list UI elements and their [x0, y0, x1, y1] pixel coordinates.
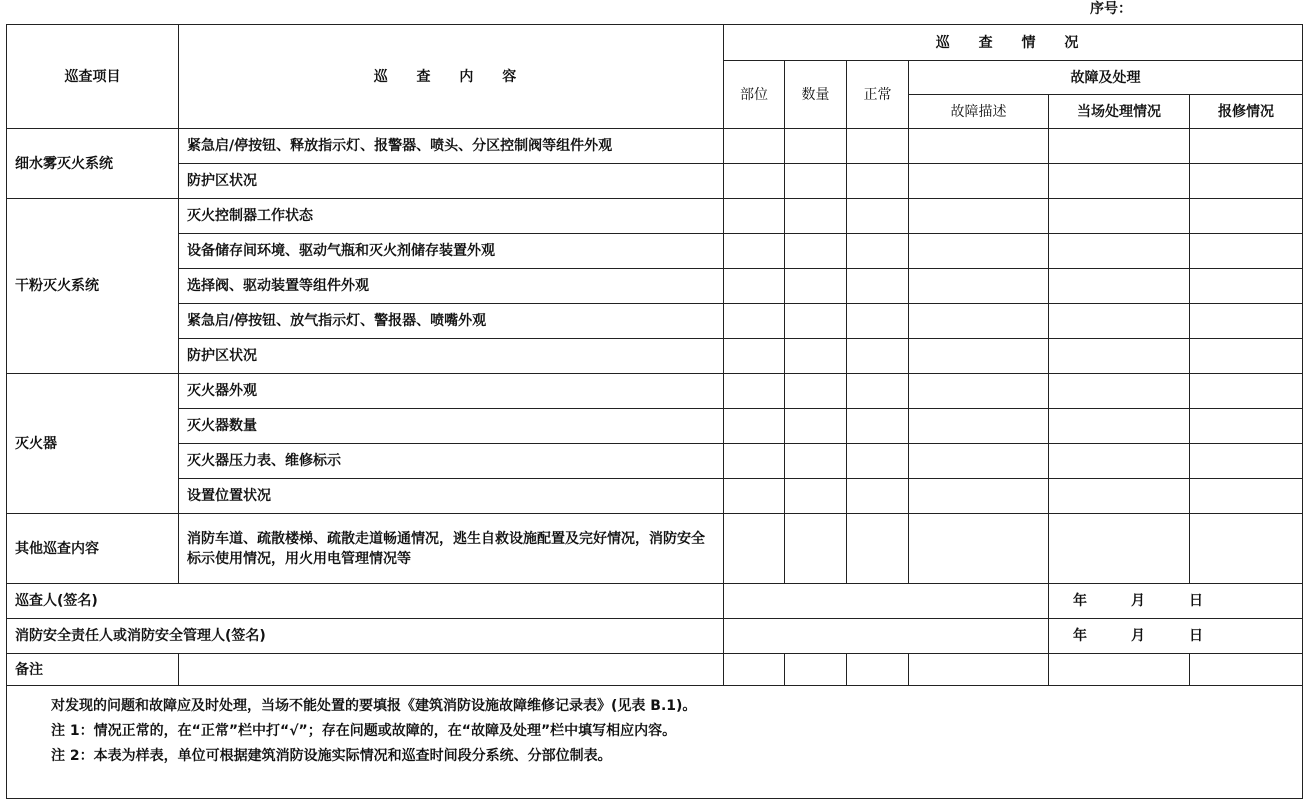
record-cell[interactable]	[1190, 129, 1303, 164]
record-cell[interactable]	[847, 444, 909, 479]
inspector-date[interactable]	[1049, 584, 1303, 619]
record-cell[interactable]	[1049, 339, 1190, 374]
record-cell[interactable]	[724, 654, 785, 686]
record-cell[interactable]	[785, 339, 847, 374]
record-cell[interactable]	[909, 199, 1049, 234]
record-cell[interactable]	[785, 129, 847, 164]
notes-row	[7, 686, 1303, 799]
record-cell[interactable]	[1190, 444, 1303, 479]
table-row	[7, 374, 1303, 409]
inspection-item: 干粉灭火系统	[7, 199, 179, 374]
record-cell[interactable]	[785, 479, 847, 514]
inspector-row	[7, 584, 1303, 619]
inspection-record-table	[6, 24, 1303, 799]
record-cell[interactable]	[847, 199, 909, 234]
inspection-item: 灭火器	[7, 374, 179, 514]
record-cell[interactable]	[785, 304, 847, 339]
record-cell[interactable]	[1190, 409, 1303, 444]
record-cell[interactable]	[909, 234, 1049, 269]
table-row	[7, 479, 1303, 514]
manager-row	[7, 619, 1303, 654]
record-cell[interactable]	[1049, 234, 1190, 269]
manager-signature-field[interactable]	[724, 619, 1049, 654]
record-cell[interactable]	[724, 304, 785, 339]
inspection-content: 紧急启/停按钮、释放指示灯、报警器、喷头、分区控制阀等组件外观	[179, 129, 724, 164]
date-day: 日	[1189, 593, 1203, 609]
inspection-content: 防护区状况	[179, 339, 724, 374]
header-fault-handling: 故障及处理	[909, 61, 1303, 95]
inspection-content: 灭火器压力表、维修标示	[179, 444, 724, 479]
table-row	[7, 164, 1303, 199]
record-cell[interactable]	[1190, 479, 1303, 514]
notes-block	[7, 686, 1303, 799]
inspection-content: 设置位置状况	[179, 479, 724, 514]
note-line: 注 2：本表为样表，单位可根据建筑消防设施实际情况和巡查时间段分系统、分部位制表。	[51, 748, 612, 764]
date-year: 年	[1073, 593, 1087, 609]
record-cell[interactable]	[724, 479, 785, 514]
record-cell[interactable]	[909, 269, 1049, 304]
note-line: 注 1：情况正常的，在“正常”栏中打“√”；存在问题或故障的，在“故障及处理”栏中填写相应内容。	[51, 723, 677, 739]
record-cell[interactable]	[724, 444, 785, 479]
note-line: 对发现的问题和故障应及时处理，当场不能处置的要填报《建筑消防设施故障维修记录表》(见表 B.1)。	[51, 698, 697, 714]
record-cell[interactable]	[1190, 234, 1303, 269]
record-cell[interactable]	[1049, 269, 1190, 304]
table-row	[7, 269, 1303, 304]
record-cell[interactable]	[1190, 339, 1303, 374]
record-cell[interactable]	[909, 304, 1049, 339]
record-cell[interactable]	[1049, 374, 1190, 409]
inspection-content: 设备储存间环境、驱动气瓶和灭火剂储存装置外观	[179, 234, 724, 269]
record-cell[interactable]	[785, 374, 847, 409]
record-cell[interactable]	[724, 234, 785, 269]
record-cell[interactable]	[909, 374, 1049, 409]
inspection-content: 灭火控制器工作状态	[179, 199, 724, 234]
record-cell[interactable]	[785, 514, 847, 584]
header-onsite: 当场处理情况	[1049, 95, 1190, 129]
inspection-item: 细水雾灭火系统	[7, 129, 179, 199]
record-cell[interactable]	[1190, 374, 1303, 409]
record-cell[interactable]	[785, 269, 847, 304]
inspection-content: 灭火器数量	[179, 409, 724, 444]
record-cell[interactable]	[724, 199, 785, 234]
remark-row	[7, 654, 1303, 686]
table-row	[7, 199, 1303, 234]
record-cell[interactable]	[847, 304, 909, 339]
record-cell[interactable]	[724, 269, 785, 304]
header-fault-desc: 故障描述	[909, 95, 1049, 129]
record-cell[interactable]	[909, 129, 1049, 164]
record-cell[interactable]	[724, 129, 785, 164]
header-location: 部位	[724, 61, 785, 129]
inspection-content: 选择阀、驱动装置等组件外观	[179, 269, 724, 304]
record-cell[interactable]	[1190, 654, 1303, 686]
record-cell[interactable]	[724, 514, 785, 584]
record-cell[interactable]	[724, 374, 785, 409]
date-month: 月	[1131, 593, 1145, 609]
record-cell[interactable]	[785, 444, 847, 479]
record-cell[interactable]	[785, 654, 847, 686]
record-cell[interactable]	[1049, 199, 1190, 234]
record-cell[interactable]	[785, 164, 847, 199]
record-cell[interactable]	[785, 234, 847, 269]
header-repair: 报修情况	[1190, 95, 1303, 129]
manager-date[interactable]	[1049, 619, 1303, 654]
inspection-content: 紧急启/停按钮、放气指示灯、警报器、喷嘴外观	[179, 304, 724, 339]
record-cell[interactable]	[724, 339, 785, 374]
table-row	[7, 339, 1303, 374]
record-cell[interactable]	[1049, 654, 1190, 686]
record-cell[interactable]	[1190, 199, 1303, 234]
record-cell[interactable]	[847, 374, 909, 409]
record-cell[interactable]	[847, 479, 909, 514]
table-row	[7, 444, 1303, 479]
record-cell[interactable]	[1049, 164, 1190, 199]
inspection-content: 消防车道、疏散楼梯、疏散走道畅通情况，逃生自救设施配置及完好情况，消防安全标示使用情况，用火用电管理情况等	[179, 514, 724, 584]
table-row	[7, 304, 1303, 339]
record-cell[interactable]	[909, 654, 1049, 686]
table-row	[7, 129, 1303, 164]
header-normal: 正常	[847, 61, 909, 129]
record-cell[interactable]	[1049, 479, 1190, 514]
manager-label: 消防安全责任人或消防安全管理人(签名)	[7, 619, 724, 654]
inspection-item: 其他巡查内容	[7, 514, 179, 584]
record-cell[interactable]	[1190, 514, 1303, 584]
record-cell[interactable]	[785, 409, 847, 444]
remark-label: 备注	[7, 654, 179, 686]
table-row	[7, 234, 1303, 269]
record-cell[interactable]	[1049, 304, 1190, 339]
record-cell[interactable]	[909, 479, 1049, 514]
record-cell[interactable]	[847, 514, 909, 584]
date-year: 年	[1073, 628, 1087, 644]
table-row	[7, 409, 1303, 444]
date-month: 月	[1131, 628, 1145, 644]
record-cell[interactable]	[724, 164, 785, 199]
inspector-signature-field[interactable]	[724, 584, 1049, 619]
date-day: 日	[1189, 628, 1203, 644]
record-cell[interactable]	[1190, 269, 1303, 304]
header-item: 巡查项目	[7, 25, 179, 129]
record-cell[interactable]	[909, 164, 1049, 199]
record-cell[interactable]	[847, 129, 909, 164]
record-cell[interactable]	[1049, 514, 1190, 584]
record-cell[interactable]	[909, 339, 1049, 374]
record-cell[interactable]	[847, 164, 909, 199]
record-cell[interactable]	[847, 409, 909, 444]
record-cell[interactable]	[909, 514, 1049, 584]
inspection-content: 灭火器外观	[179, 374, 724, 409]
record-cell[interactable]	[909, 444, 1049, 479]
record-cell[interactable]	[724, 409, 785, 444]
remark-field[interactable]	[179, 654, 724, 686]
header-quantity: 数量	[785, 61, 847, 129]
record-cell[interactable]	[847, 234, 909, 269]
header-content: 巡 查 内 容	[179, 25, 724, 129]
table-row	[7, 514, 1303, 584]
inspector-label: 巡查人(签名)	[7, 584, 724, 619]
record-cell[interactable]	[1049, 444, 1190, 479]
record-cell[interactable]	[1049, 409, 1190, 444]
record-cell[interactable]	[847, 654, 909, 686]
record-cell[interactable]	[1049, 129, 1190, 164]
record-cell[interactable]	[847, 269, 909, 304]
record-cell[interactable]	[847, 339, 909, 374]
inspection-content: 防护区状况	[179, 164, 724, 199]
record-cell[interactable]	[909, 409, 1049, 444]
record-cell[interactable]	[785, 199, 847, 234]
record-cell[interactable]	[1190, 164, 1303, 199]
record-cell[interactable]	[1190, 304, 1303, 339]
header-situation: 巡 查 情 况	[724, 25, 1303, 61]
serial-number-label: 序号：	[1090, 1, 1132, 17]
